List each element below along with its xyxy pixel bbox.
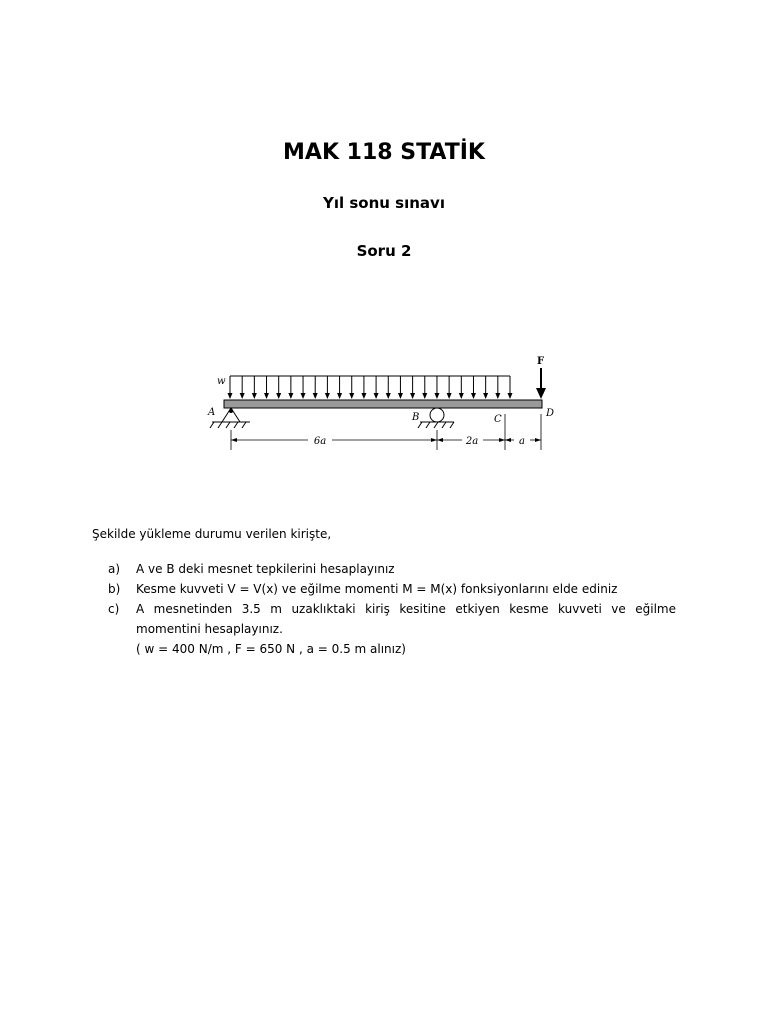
given-values: ( w = 400 N/m , F = 650 N , a = 0.5 m alınız) xyxy=(136,642,406,656)
load-arrow-head xyxy=(422,393,427,399)
question-number: Soru 2 xyxy=(356,242,412,260)
list-item-text: A mesnetinden 3.5 m uzaklıktaki kiriş kesitine etkiyen kesme kuvveti ve eğilme momentini hesaplayınız. xyxy=(136,602,676,636)
load-arrow-head xyxy=(374,393,379,399)
beam xyxy=(224,400,542,408)
load-arrow-head xyxy=(495,393,500,399)
load-arrow-head xyxy=(386,393,391,399)
load-arrow-head xyxy=(337,393,342,399)
load-arrow-head xyxy=(264,393,269,399)
list-item xyxy=(108,559,676,579)
distributed-load xyxy=(228,376,513,399)
load-arrow-head xyxy=(459,393,464,399)
pin-support-a xyxy=(210,408,250,428)
load-arrow-head xyxy=(508,393,513,399)
load-arrow-head xyxy=(361,393,366,399)
dimension-lines xyxy=(231,438,541,442)
load-arrow-head xyxy=(471,393,476,399)
load-arrow-head xyxy=(276,393,281,399)
list-item xyxy=(108,579,676,599)
list-marker: a) xyxy=(108,562,121,576)
load-arrow-head xyxy=(228,393,233,399)
list-item xyxy=(108,599,676,639)
force-label: F xyxy=(537,356,545,367)
load-arrow-head xyxy=(434,393,439,399)
point-label-a: A xyxy=(208,407,216,418)
list-item-text: Kesme kuvveti V = V(x) ve eğilme momenti M = M(x) fonksiyonlarını elde ediniz xyxy=(136,582,618,596)
dimension-label-a: a xyxy=(519,436,525,447)
dimension-label-2a: 2a xyxy=(465,436,479,447)
force-arrow-head xyxy=(536,388,546,399)
list-marker: c) xyxy=(108,602,120,616)
load-arrow-head xyxy=(325,393,330,399)
load-arrow-head xyxy=(483,393,488,399)
load-label: w xyxy=(217,376,226,387)
point-label-d: D xyxy=(546,408,555,419)
load-arrow-head xyxy=(447,393,452,399)
list-item-text: A ve B deki mesnet tepkilerini hesaplayınız xyxy=(136,562,395,576)
load-arrow-head xyxy=(240,393,245,399)
load-arrow-head xyxy=(410,393,415,399)
exam-subtitle: Yıl sonu sınavı xyxy=(323,194,445,212)
load-arrow-head xyxy=(301,393,306,399)
load-arrow-head xyxy=(252,393,257,399)
load-arrow-head xyxy=(398,393,403,399)
beam-diagram xyxy=(200,352,570,454)
roller-support-b xyxy=(418,408,454,428)
document-title: MAK 118 STATİK xyxy=(283,140,485,165)
problem-intro: Şekilde yükleme durumu verilen kirişte, xyxy=(92,527,332,541)
beam-diagram-svg xyxy=(200,352,570,454)
load-arrow-head xyxy=(288,393,293,399)
dimension-label-6a: 6a xyxy=(313,436,327,447)
list-marker: b) xyxy=(108,582,121,596)
point-label-b: B xyxy=(412,412,420,423)
load-arrow-head xyxy=(313,393,318,399)
point-label-c: C xyxy=(494,414,502,425)
load-arrow-head xyxy=(349,393,354,399)
question-list xyxy=(108,559,676,659)
